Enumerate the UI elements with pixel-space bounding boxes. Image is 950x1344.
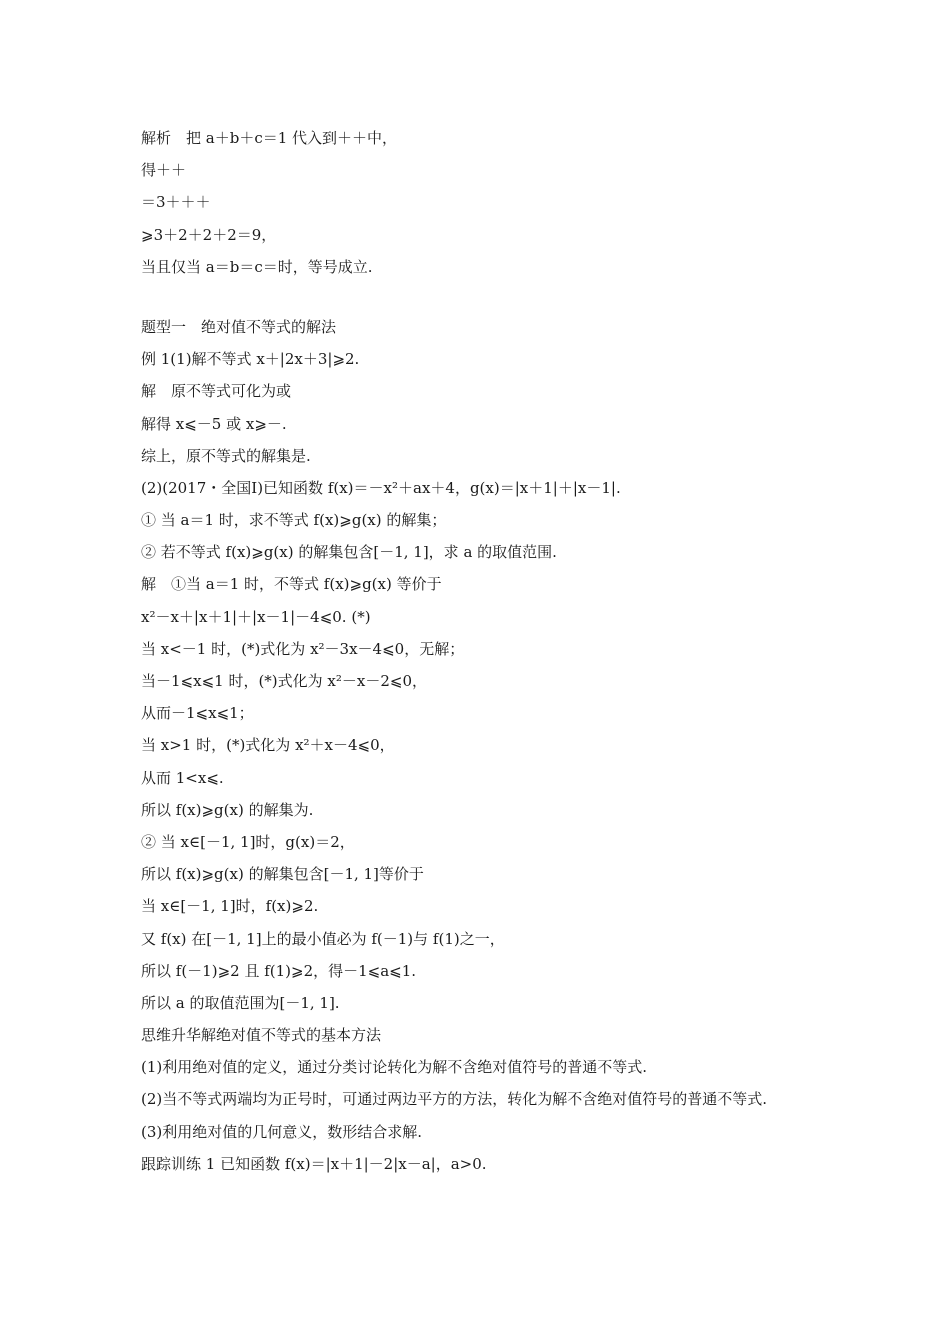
text-line: 从而 1<x⩽.: [141, 768, 224, 787]
text-line: (3)利用绝对值的几何意义，数形结合求解.: [141, 1122, 423, 1141]
text-line: 跟踪训练 1 已知函数 f(x)＝|x＋1|－2|x－a|，a>0.: [141, 1154, 487, 1173]
text-line: 解得 x⩽－5 或 x⩾－.: [141, 414, 287, 433]
text-line: 当 x<－1 时，(*)式化为 x²－3x－4⩽0，无解；: [141, 639, 465, 658]
text-line: 当 x∈[－1, 1]时，f(x)⩾2.: [141, 897, 319, 916]
section-heading: 题型一 绝对值不等式的解法: [141, 317, 337, 336]
document-content: [141, 122, 816, 1180]
text-line: 例 1(1)解不等式 x＋|2x＋3|⩾2.: [141, 350, 360, 369]
solution-block: [141, 122, 816, 283]
text-line: 解析 把 a＋b＋c＝1 代入到＋＋中，: [141, 129, 398, 147]
text-line: (2)(2017・全国Ⅰ)已知函数 f(x)＝－x²＋ax＋4，g(x)＝|x＋1|＋|x－1|.: [141, 478, 621, 497]
text-line: (2)当不等式两端均为正号时，可通过两边平方的方法，转化为解不含绝对值符号的普通不等式.: [141, 1090, 768, 1109]
text-line: 思维升华解绝对值不等式的基本方法: [141, 1026, 382, 1045]
text-line: 所以 f(－1)⩾2 且 f(1)⩾2，得－1⩽a⩽1.: [141, 961, 417, 980]
text-line: 得＋＋: [141, 161, 187, 180]
text-line: 所以 f(x)⩾g(x) 的解集包含[－1, 1]等价于: [141, 865, 424, 884]
topic-block: [141, 311, 816, 1180]
text-line: 所以 a 的取值范围为[－1, 1].: [141, 993, 340, 1012]
text-line: x²－x＋|x＋1|＋|x－1|－4⩽0. (*): [141, 607, 371, 626]
text-line: 当－1⩽x⩽1 时，(*)式化为 x²－x－2⩽0，: [141, 672, 428, 690]
text-line: ② 若不等式 f(x)⩾g(x) 的解集包含[－1, 1]，求 a 的取值范围.: [141, 543, 557, 562]
text-line: 当且仅当 a＝b＝c＝时，等号成立.: [141, 257, 373, 276]
text-line: ① 当 a＝1 时，求不等式 f(x)⩾g(x) 的解集；: [141, 511, 447, 530]
text-line: 从而－1⩽x⩽1；: [141, 704, 254, 723]
text-line: 解 ①当 a＝1 时，不等式 f(x)⩾g(x) 等价于: [141, 575, 442, 594]
text-line: (1)利用绝对值的定义，通过分类讨论转化为解不含绝对值符号的普通不等式.: [141, 1058, 648, 1077]
text-line: 又 f(x) 在[－1, 1]上的最小值必为 f(－1)与 f(1)之一，: [141, 929, 505, 948]
text-line: 解 原不等式可化为或: [141, 382, 292, 401]
text-line: 当 x>1 时，(*)式化为 x²＋x－4⩽0，: [141, 736, 395, 755]
text-line: 所以 f(x)⩾g(x) 的解集为.: [141, 800, 314, 819]
text-line: 综上，原不等式的解集是.: [141, 446, 311, 465]
section-gap: [141, 283, 816, 311]
text-line: ＝3＋＋＋: [141, 193, 211, 212]
text-line: ② 当 x∈[－1, 1]时，g(x)＝2，: [141, 832, 355, 851]
text-line: ⩾3＋2＋2＋2＝9，: [141, 225, 277, 244]
